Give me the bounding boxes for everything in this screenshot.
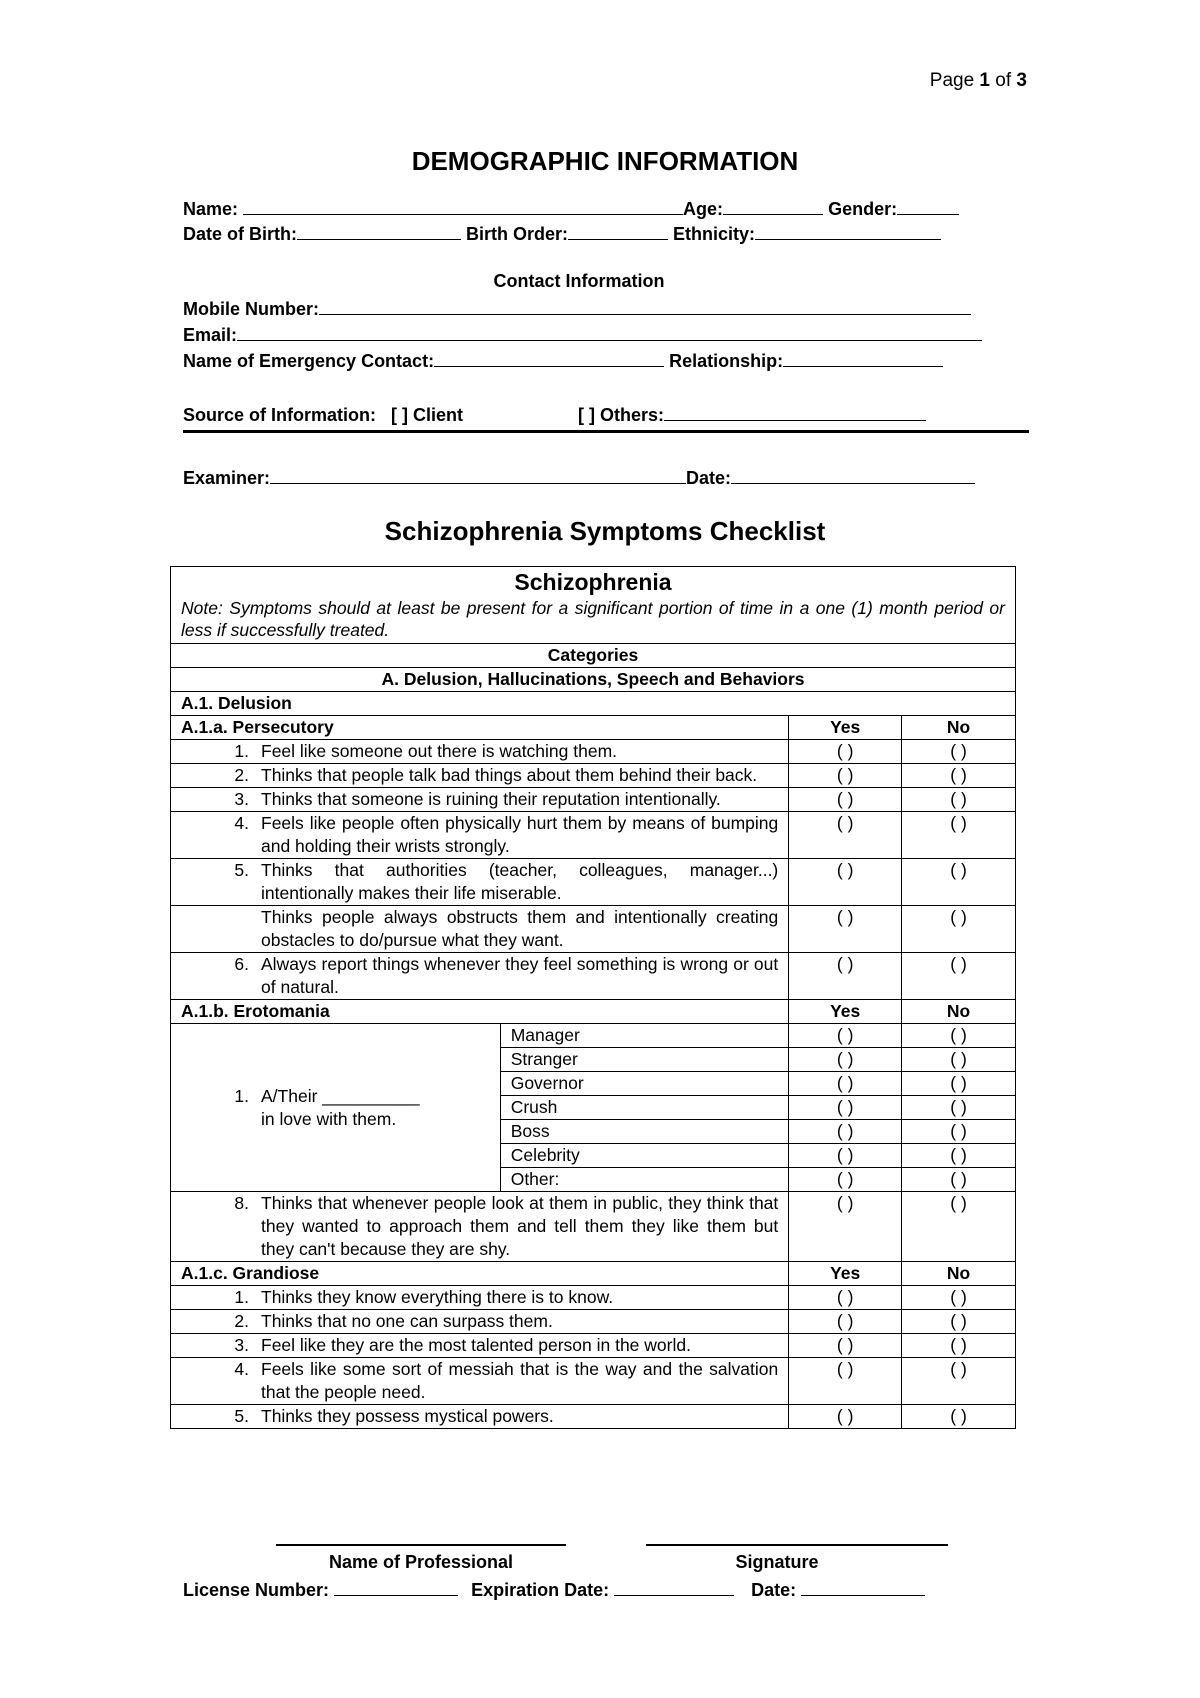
- form-row-email: Email:: [183, 322, 982, 346]
- persecutory-item-text: Thinks that people talk bad things about them behind their back.: [261, 765, 758, 785]
- erotomania-option: Celebrity: [500, 1144, 789, 1168]
- form-row-dob: Date of Birth: Birth Order: Ethnicity:: [183, 221, 941, 245]
- grandiose-header: A.1.c. Grandiose Yes No: [171, 1262, 1016, 1286]
- erotomania-items: [171, 1024, 1016, 1192]
- persecutory-item-text: Thinks people always obstructs them and intentionally creating obstacles to do/pursue what they want.: [261, 907, 779, 950]
- no-checkbox[interactable]: ( ): [902, 788, 1016, 812]
- table-row: 2. Thinks that people talk bad things about them behind their back. ( ) ( ): [171, 764, 1016, 788]
- erotomania-option: Governor: [500, 1072, 789, 1096]
- yes-checkbox[interactable]: ( ): [789, 1286, 902, 1310]
- yes-checkbox[interactable]: ( ): [789, 859, 902, 906]
- table-row: 4. Feels like people often physically hurt them by means of bumping and holding their wrists strongly. ( ) ( ): [171, 812, 1016, 859]
- yes-checkbox[interactable]: ( ): [789, 1048, 902, 1072]
- erotomania-item-8-text: Thinks that whenever people look at them in public, they think that they wanted to approach them and tell them they like them but they can't because they are shy.: [261, 1193, 779, 1259]
- table-row: 5. Thinks they possess mystical powers. ( ) ( ): [171, 1405, 1016, 1429]
- erotomania-option: Other:: [500, 1168, 789, 1192]
- form-row-mobile: Mobile Number:: [183, 296, 971, 320]
- symptoms-table: [170, 566, 1016, 1429]
- professional-label: Name of Professional: [328, 1552, 514, 1572]
- signature-label: Signature: [735, 1552, 819, 1572]
- form-row-emergency: Name of Emergency Contact: Relationship:: [183, 348, 943, 372]
- no-checkbox[interactable]: ( ): [902, 1334, 1016, 1358]
- yes-checkbox[interactable]: ( ): [789, 1120, 902, 1144]
- no-checkbox[interactable]: ( ): [902, 1048, 1016, 1072]
- table-row: [171, 1024, 1016, 1048]
- checklist-title: Schizophrenia Symptoms Checklist: [384, 516, 826, 546]
- form-row-name: Name: Age: Gender:: [183, 196, 959, 220]
- yes-checkbox[interactable]: ( ): [789, 906, 902, 953]
- yes-checkbox[interactable]: ( ): [789, 1405, 902, 1429]
- no-checkbox[interactable]: ( ): [902, 1168, 1016, 1192]
- table-row: 1. Feel like someone out there is watching them. ( ) ( ): [171, 740, 1016, 764]
- no-checkbox[interactable]: ( ): [902, 1286, 1016, 1310]
- yes-checkbox[interactable]: ( ): [789, 953, 902, 1000]
- yes-checkbox[interactable]: ( ): [789, 1358, 902, 1405]
- persecutory-items: [171, 740, 1016, 1000]
- no-checkbox[interactable]: ( ): [902, 1405, 1016, 1429]
- no-checkbox[interactable]: ( ): [902, 812, 1016, 859]
- yes-checkbox[interactable]: ( ): [789, 1072, 902, 1096]
- form-row-source: Source of Information: [ ] Client [ ] Others:: [183, 402, 926, 426]
- table-note: Note: Symptoms should at least be present for a significant portion of time in a one (1) month period or less if successfully treated.: [181, 598, 1005, 640]
- persecutory-item-text: Feel like someone out there is watching them.: [261, 741, 618, 761]
- persecutory-item-text: Feels like people often physically hurt them by means of bumping and holding their wrists strongly.: [261, 813, 779, 856]
- grandiose-items: [171, 1286, 1016, 1429]
- yes-checkbox[interactable]: ( ): [789, 788, 902, 812]
- professional-name-line[interactable]: [276, 1544, 566, 1546]
- persecutory-item-text: Thinks that authorities (teacher, colleagues, manager...) intentionally makes their life miserable.: [261, 860, 779, 903]
- form-row-examiner: Examiner: Date:: [183, 465, 975, 489]
- signature-line[interactable]: [646, 1544, 948, 1546]
- table-row: [171, 906, 1016, 953]
- license-field[interactable]: [334, 1577, 458, 1596]
- footer-date-field[interactable]: [801, 1577, 925, 1596]
- yes-checkbox[interactable]: ( ): [789, 812, 902, 859]
- contact-heading: Contact Information: [493, 271, 665, 291]
- yes-checkbox[interactable]: ( ): [789, 1144, 902, 1168]
- yes-checkbox[interactable]: ( ): [789, 1310, 902, 1334]
- page-title: DEMOGRAPHIC INFORMATION: [411, 146, 799, 176]
- no-checkbox[interactable]: ( ): [902, 1192, 1016, 1262]
- no-checkbox[interactable]: ( ): [902, 764, 1016, 788]
- persecutory-item-text: Thinks that someone is ruining their reputation intentionally.: [261, 789, 721, 809]
- page-indicator: Page 1 of 3: [929, 70, 1027, 91]
- gender-field[interactable]: [897, 196, 959, 215]
- no-checkbox[interactable]: ( ): [902, 1024, 1016, 1048]
- table-row: 3. Thinks that someone is ruining their reputation intentionally. ( ) ( ): [171, 788, 1016, 812]
- table-row: 1. Thinks they know everything there is to know. ( ) ( ): [171, 1286, 1016, 1310]
- no-checkbox[interactable]: ( ): [902, 859, 1016, 906]
- no-checkbox[interactable]: ( ): [902, 953, 1016, 1000]
- age-field[interactable]: [723, 196, 823, 215]
- section-divider: [183, 430, 1029, 433]
- grandiose-item-text: Thinks they possess mystical powers.: [261, 1406, 554, 1426]
- ethnicity-field[interactable]: [755, 221, 941, 240]
- categories-heading: Categories: [171, 644, 1016, 668]
- no-checkbox[interactable]: ( ): [902, 1120, 1016, 1144]
- yes-checkbox[interactable]: ( ): [789, 1024, 902, 1048]
- erotomania-header: A.1.b. Erotomania Yes No: [171, 1000, 1016, 1024]
- erotomania-item-1: 1. A/Their __________ in love with them.: [171, 1024, 501, 1192]
- footer-license-row: License Number: Expiration Date: Date:: [183, 1577, 925, 1601]
- relationship-field[interactable]: [783, 348, 943, 367]
- no-checkbox[interactable]: ( ): [902, 1096, 1016, 1120]
- table-row: 2. Thinks that no one can surpass them. ( ) ( ): [171, 1310, 1016, 1334]
- a1-heading: A.1. Delusion: [171, 692, 1016, 716]
- others-checkbox[interactable]: [ ] Others:: [578, 405, 665, 425]
- no-checkbox[interactable]: ( ): [902, 740, 1016, 764]
- persecutory-item-text: Always report things whenever they feel something is wrong or out of natural.: [261, 954, 779, 997]
- mobile-field[interactable]: [319, 296, 971, 315]
- table-title: Schizophrenia: [514, 569, 672, 595]
- dob-field[interactable]: [297, 221, 461, 240]
- erotomania-option: Boss: [500, 1120, 789, 1144]
- yes-checkbox[interactable]: ( ): [789, 1096, 902, 1120]
- table-row: 6. Always report things whenever they feel something is wrong or out of natural. ( ) ( ): [171, 953, 1016, 1000]
- table-row: 5. Thinks that authorities (teacher, colleagues, manager...) intentionally makes their life miserable. ( ) ( ): [171, 859, 1016, 906]
- emergency-contact-field[interactable]: [434, 348, 664, 367]
- no-checkbox[interactable]: ( ): [902, 906, 1016, 953]
- table-row: 8. Thinks that whenever people look at them in public, they think that they wanted to approach them and tell them they like them but they can't because they are shy. ( ) ( ): [171, 1192, 1016, 1262]
- expiration-field[interactable]: [614, 1577, 734, 1596]
- examiner-field[interactable]: [270, 465, 686, 484]
- others-field[interactable]: [664, 402, 926, 421]
- no-checkbox[interactable]: ( ): [902, 1072, 1016, 1096]
- client-checkbox[interactable]: [ ] Client: [391, 405, 464, 425]
- erotomania-option: Stranger: [500, 1048, 789, 1072]
- no-checkbox[interactable]: ( ): [902, 1310, 1016, 1334]
- yes-checkbox[interactable]: ( ): [789, 764, 902, 788]
- section-a-heading: A. Delusion, Hallucinations, Speech and Behaviors: [171, 668, 1016, 692]
- yes-checkbox[interactable]: ( ): [789, 1192, 902, 1262]
- no-checkbox[interactable]: ( ): [902, 1144, 1016, 1168]
- no-checkbox[interactable]: ( ): [902, 1358, 1016, 1405]
- table-row: 4. Feels like some sort of messiah that is the way and the salvation that the people need. ( ) ( ): [171, 1358, 1016, 1405]
- grandiose-item-text: Feel like they are the most talented person in the world.: [261, 1335, 691, 1355]
- name-field[interactable]: [243, 196, 683, 215]
- grandiose-item-text: Thinks they know everything there is to know.: [261, 1287, 614, 1307]
- email-field[interactable]: [237, 322, 982, 341]
- erotomania-option: Manager: [500, 1024, 789, 1048]
- yes-checkbox[interactable]: ( ): [789, 1334, 902, 1358]
- erotomania-option: Crush: [500, 1096, 789, 1120]
- examiner-date-field[interactable]: [731, 465, 975, 484]
- table-header-row: [171, 567, 1016, 644]
- persecutory-header: A.1.a. Persecutory Yes No: [171, 716, 1016, 740]
- grandiose-item-text: Feels like some sort of messiah that is the way and the salvation that the people need.: [261, 1359, 779, 1402]
- yes-checkbox[interactable]: ( ): [789, 740, 902, 764]
- yes-checkbox[interactable]: ( ): [789, 1168, 902, 1192]
- birth-order-field[interactable]: [568, 221, 668, 240]
- table-row: 3. Feel like they are the most talented person in the world. ( ) ( ): [171, 1334, 1016, 1358]
- grandiose-item-text: Thinks that no one can surpass them.: [261, 1311, 553, 1331]
